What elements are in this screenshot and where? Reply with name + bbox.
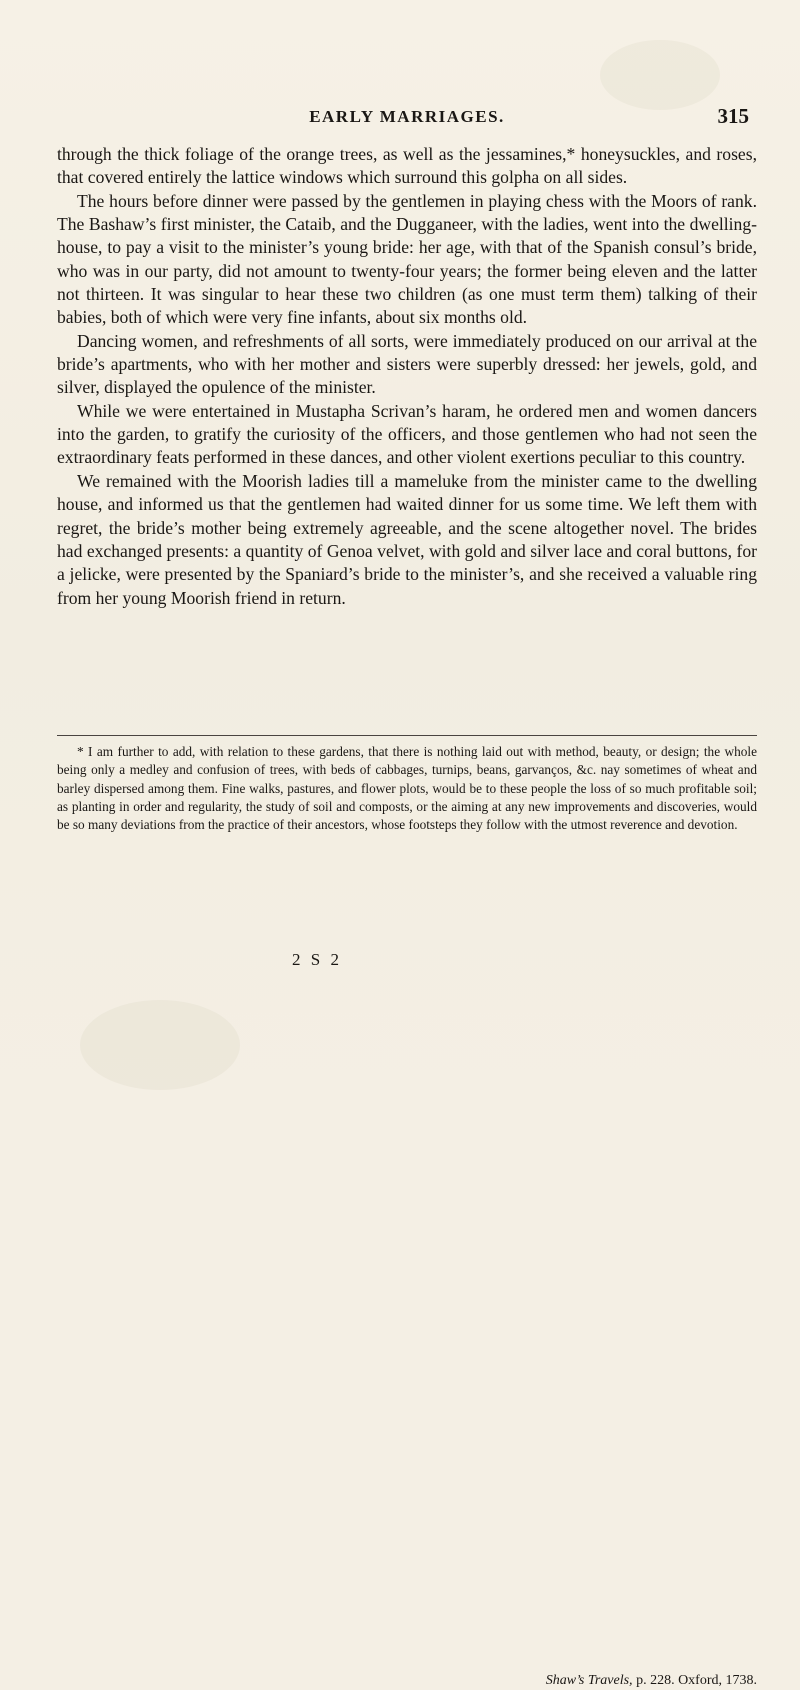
paragraph: While we were entertained in Mustapha Scrivan’s haram, he ordered men and women dancers into the garden, to gratify the curiosity of the officers, and those gentlemen who had not seen the extraordinary feats performed in these dances, and other violent exertions peculiar to this country. — [57, 400, 757, 468]
running-head — [57, 104, 757, 134]
paragraph: The hours before dinner were passed by the gentlemen in playing chess with the Moors of rank. The Bashaw’s first minister, the Cataib, and the Dugganeer, with the ladies, went into the dwelling-house, to pay a visit to the minister’s young bride: her age, with that of the Spanish consul’s bride, who was in our party, did not amount to twenty-four years; the former being eleven and the latter not thirteen. It was singular to hear these two children (as one must term them) talking of their babies, both of which were very fine infants, about six months old. — [57, 190, 757, 328]
paper-stain — [600, 40, 720, 110]
citation-work: Shaw’s Travels, — [545, 1673, 633, 1688]
paper-stain — [80, 1000, 240, 1090]
footnote-text: * I am further to add, with relation to these gardens, that there is nothing laid out with method, beauty, or design; the whole being only a medley and confusion of trees, with beds of cabbages, turnips, beans, garvanços, &c. nay sometimes of wheat and barley dispersed among them. Fine walks, pastures, and flower plots, would be to these people the loss of so much profitable soil; as planting in order and regularity, the study of soil and composts, or the aiming at any new improvements and discoveries, would be so many deviations from the practice of their ancestors, whose footsteps they follow with the utmost reverence and devotion. — [57, 744, 757, 832]
paragraph: Dancing women, and refreshments of all sorts, were immediately produced on our arrival at the bride’s apartments, who with her mother and sisters were superbly dressed: her jewels, gold, and silver, displayed the opulence of the minister. — [57, 330, 757, 398]
footnote-divider — [57, 735, 757, 736]
citation-details: p. 228. Oxford, 1738. — [632, 1673, 757, 1688]
paragraph: We remained with the Moorish ladies till a mameluke from the minister came to the dwelling house, and informed us that the gentlemen had waited dinner for us some time. We left them with regret, the bride’s mother being extremely agreeable, and the scene altogether novel. The brides had exchanged presents: a quantity of Genoa velvet, with gold and silver lace and coral buttons, for a jelicke, were presented by the Spaniard’s bride to the minister’s, and she received a valuable ring from her young Moorish friend in return. — [57, 470, 757, 608]
running-title: EARLY MARRIAGES. — [309, 107, 505, 126]
main-text — [57, 143, 757, 610]
page-number: 315 — [717, 104, 749, 128]
paragraph: through the thick foliage of the orange trees, as well as the jessamines,* honeysuckles, and roses, that covered entirely the lattice windows which surround this golpha on all sides. — [57, 144, 757, 188]
footnote-citation — [57, 1672, 757, 1690]
signature-mark: 2 S 2 — [292, 950, 342, 969]
